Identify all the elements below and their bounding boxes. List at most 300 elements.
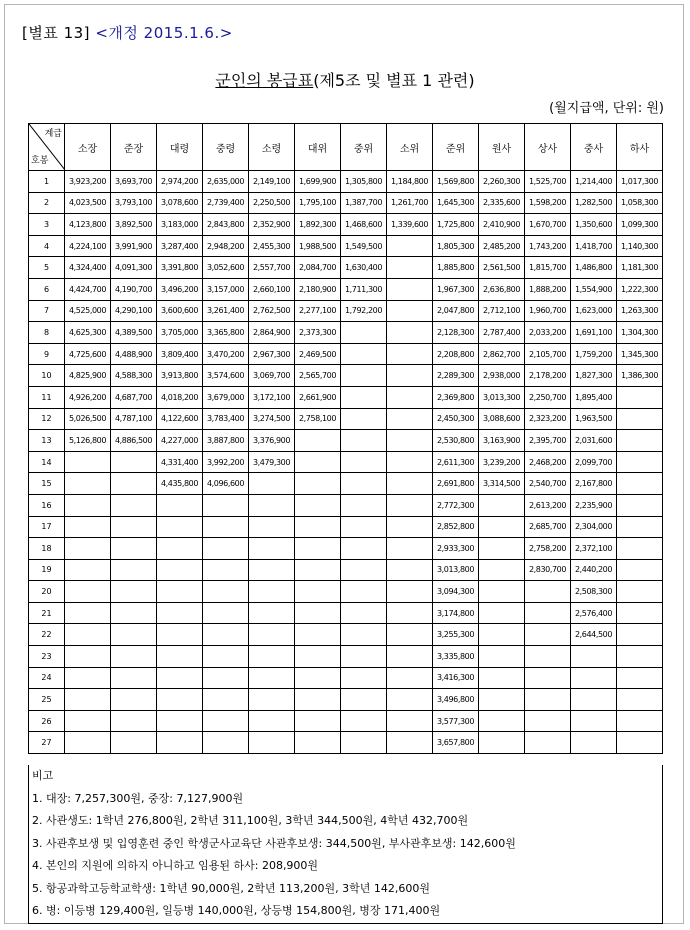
rank-header: 소장 [65,124,111,171]
salary-cell: 3,416,300 [433,667,479,689]
salary-cell: 2,685,700 [525,516,571,538]
salary-cell: 2,373,300 [295,322,341,344]
salary-cell [295,624,341,646]
salary-cell: 1,339,600 [387,214,433,236]
salary-cell [249,646,295,668]
salary-cell: 4,190,700 [111,278,157,300]
salary-cell: 2,561,500 [479,257,525,279]
salary-cell: 1,805,300 [433,235,479,257]
salary-cell: 2,576,400 [571,602,617,624]
salary-cell: 4,588,300 [111,365,157,387]
salary-cell: 2,178,200 [525,365,571,387]
salary-cell: 3,239,200 [479,451,525,473]
salary-cell [65,494,111,516]
salary-cell [617,538,663,560]
salary-cell: 2,772,300 [433,494,479,516]
salary-cell: 3,261,400 [203,300,249,322]
salary-cell: 2,635,000 [203,171,249,193]
salary-cell [111,602,157,624]
salary-cell: 3,183,000 [157,214,203,236]
salary-cell [203,689,249,711]
salary-cell: 2,180,900 [295,278,341,300]
salary-cell [525,581,571,603]
salary-cell [249,538,295,560]
table-row [29,214,663,236]
step-cell: 11 [29,386,65,408]
salary-cell: 2,469,500 [295,343,341,365]
salary-cell [387,300,433,322]
step-cell: 19 [29,559,65,581]
salary-cell: 4,096,600 [203,473,249,495]
salary-cell [249,732,295,754]
salary-cell: 5,126,800 [65,430,111,452]
salary-cell [111,581,157,603]
salary-cell [65,538,111,560]
salary-cell: 4,331,400 [157,451,203,473]
salary-cell: 3,274,500 [249,408,295,430]
salary-cell [479,667,525,689]
salary-cell [249,624,295,646]
salary-cell [387,516,433,538]
salary-cell: 1,214,400 [571,171,617,193]
salary-cell [111,516,157,538]
salary-cell: 1,058,300 [617,192,663,214]
salary-cell [249,581,295,603]
salary-cell: 3,069,700 [249,365,295,387]
rank-header: 중사 [571,124,617,171]
salary-cell: 1,960,700 [525,300,571,322]
rank-header: 중령 [203,124,249,171]
salary-cell [203,732,249,754]
salary-cell [617,494,663,516]
rank-header: 소위 [387,124,433,171]
salary-cell [387,278,433,300]
salary-cell: 2,948,200 [203,235,249,257]
salary-cell [479,559,525,581]
salary-cell [203,646,249,668]
salary-cell: 2,450,300 [433,408,479,430]
salary-cell [387,365,433,387]
salary-cell: 2,933,300 [433,538,479,560]
salary-cell: 2,852,800 [433,516,479,538]
salary-cell: 2,167,800 [571,473,617,495]
salary-cell: 2,540,700 [525,473,571,495]
salary-cell: 2,661,900 [295,386,341,408]
salary-cell [65,473,111,495]
salary-cell: 4,725,600 [65,343,111,365]
salary-cell: 3,574,600 [203,365,249,387]
annex-header [22,22,233,43]
salary-cell [479,646,525,668]
salary-cell [341,538,387,560]
salary-cell: 1,892,300 [295,214,341,236]
salary-cell: 1,645,300 [433,192,479,214]
salary-cell [157,581,203,603]
step-cell: 6 [29,278,65,300]
salary-cell: 4,787,100 [111,408,157,430]
salary-cell: 2,352,900 [249,214,295,236]
salary-cell [387,732,433,754]
salary-cell [157,494,203,516]
salary-cell [203,559,249,581]
salary-cell [111,710,157,732]
salary-cell [387,494,433,516]
salary-cell [341,494,387,516]
table-row [29,257,663,279]
salary-cell: 2,967,300 [249,343,295,365]
salary-cell: 3,174,800 [433,602,479,624]
salary-cell [341,408,387,430]
salary-cell: 4,435,800 [157,473,203,495]
salary-cell [617,732,663,754]
table-row [29,473,663,495]
salary-cell: 1,963,500 [571,408,617,430]
step-cell: 17 [29,516,65,538]
salary-cell [387,710,433,732]
step-cell: 21 [29,602,65,624]
salary-cell: 3,470,200 [203,343,249,365]
salary-cell: 1,525,700 [525,171,571,193]
title-main: 군인의 봉급표 [215,71,314,90]
salary-cell: 3,314,500 [479,473,525,495]
corner-rank-label: 계급 [44,129,62,139]
salary-cell [65,667,111,689]
rank-header: 원사 [479,124,525,171]
salary-cell: 1,386,300 [617,365,663,387]
salary-cell: 2,468,200 [525,451,571,473]
salary-cell: 2,410,900 [479,214,525,236]
salary-cell [341,732,387,754]
salary-cell [479,494,525,516]
table-row [29,171,663,193]
remark-item: 3. 사관후보생 및 입영훈련 중인 학생군사교육단 사관후보생: 344,500원, 부사관후보생: 142,600원 [32,836,516,850]
salary-cell [387,408,433,430]
salary-cell: 2,105,700 [525,343,571,365]
salary-cell: 3,078,600 [157,192,203,214]
salary-cell: 3,157,000 [203,278,249,300]
salary-cell: 2,557,700 [249,257,295,279]
salary-cell: 3,892,500 [111,214,157,236]
salary-cell [387,689,433,711]
salary-cell [387,624,433,646]
table-row [29,710,663,732]
salary-cell: 3,172,100 [249,386,295,408]
rank-header: 하사 [617,124,663,171]
salary-cell [203,602,249,624]
salary-cell [295,538,341,560]
salary-cell [525,667,571,689]
salary-cell: 1,305,800 [341,171,387,193]
salary-cell: 2,739,400 [203,192,249,214]
salary-cell: 1,711,300 [341,278,387,300]
salary-cell [295,516,341,538]
salary-cell [249,516,295,538]
salary-cell [111,559,157,581]
salary-cell: 4,926,200 [65,386,111,408]
salary-cell: 1,017,300 [617,171,663,193]
salary-cell [111,494,157,516]
salary-cell: 1,895,400 [571,386,617,408]
salary-cell: 1,759,200 [571,343,617,365]
remark-item: 6. 병: 이등병 129,400원, 일등병 140,000원, 상등병 154,800원, 병장 171,400원 [32,904,441,917]
salary-cell [341,602,387,624]
salary-cell [157,602,203,624]
table-row [29,408,663,430]
salary-cell: 2,031,600 [571,430,617,452]
rank-header: 대령 [157,124,203,171]
salary-cell [387,581,433,603]
salary-cell [157,732,203,754]
salary-cell: 1,988,500 [295,235,341,257]
salary-cell: 3,013,300 [479,386,525,408]
table-row [29,689,663,711]
salary-cell [341,451,387,473]
salary-cell [65,451,111,473]
salary-cell: 4,227,000 [157,430,203,452]
salary-cell [387,322,433,344]
salary-cell: 1,699,900 [295,171,341,193]
rank-header: 소령 [249,124,295,171]
salary-cell: 3,992,200 [203,451,249,473]
salary-cell: 3,887,800 [203,430,249,452]
salary-cell: 2,530,800 [433,430,479,452]
salary-cell [617,451,663,473]
salary-cell [249,494,295,516]
step-cell: 7 [29,300,65,322]
table-row [29,343,663,365]
salary-cell: 2,565,700 [295,365,341,387]
table-row [29,646,663,668]
salary-cell: 2,208,800 [433,343,479,365]
salary-cell: 2,033,200 [525,322,571,344]
table-row [29,581,663,603]
salary-cell [157,710,203,732]
salary-cell [111,667,157,689]
remark-item: 2. 사관생도: 1학년 276,800원, 2학년 311,100원, 3학년 344,500원, 4학년 432,700원 [32,814,469,827]
salary-cell: 1,967,300 [433,278,479,300]
salary-cell [157,559,203,581]
salary-cell: 1,304,300 [617,322,663,344]
table-row [29,732,663,754]
salary-cell: 1,792,200 [341,300,387,322]
document-title [0,68,690,91]
salary-cell: 1,184,800 [387,171,433,193]
salary-cell: 4,290,100 [111,300,157,322]
salary-cell: 1,885,800 [433,257,479,279]
salary-cell [617,646,663,668]
salary-cell: 2,864,900 [249,322,295,344]
salary-cell [479,732,525,754]
amendment-date: <개정 2015.1.6.> [95,24,233,42]
salary-cell: 1,598,200 [525,192,571,214]
salary-cell [249,602,295,624]
table-row [29,386,663,408]
salary-cell: 2,277,100 [295,300,341,322]
table-row [29,365,663,387]
salary-cell: 2,758,200 [525,538,571,560]
table-row [29,300,663,322]
salary-cell [617,624,663,646]
salary-cell: 3,793,100 [111,192,157,214]
salary-cell [387,430,433,452]
salary-cell: 3,376,900 [249,430,295,452]
salary-cell [479,710,525,732]
salary-cell: 2,084,700 [295,257,341,279]
salary-cell: 4,625,300 [65,322,111,344]
salary-cell: 1,282,500 [571,192,617,214]
table-row [29,494,663,516]
salary-cell: 2,611,300 [433,451,479,473]
salary-cell [341,646,387,668]
salary-cell: 2,289,300 [433,365,479,387]
salary-cell: 1,345,300 [617,343,663,365]
salary-cell [111,451,157,473]
annex-label: [별표 13] [22,24,91,42]
salary-cell [387,235,433,257]
step-cell: 24 [29,667,65,689]
salary-cell: 1,350,600 [571,214,617,236]
salary-cell: 1,725,800 [433,214,479,236]
salary-cell: 2,974,200 [157,171,203,193]
rank-header: 대위 [295,124,341,171]
table-row [29,667,663,689]
salary-cell [341,710,387,732]
table-row [29,235,663,257]
salary-cell [387,646,433,668]
salary-cell: 1,222,300 [617,278,663,300]
salary-cell: 3,479,300 [249,451,295,473]
salary-cell [295,559,341,581]
salary-cell [295,473,341,495]
table-body [29,171,663,754]
step-cell: 22 [29,624,65,646]
salary-cell [65,559,111,581]
salary-cell [617,430,663,452]
salary-cell: 4,825,900 [65,365,111,387]
salary-cell: 1,569,800 [433,171,479,193]
salary-cell: 2,455,300 [249,235,295,257]
salary-cell: 2,762,500 [249,300,295,322]
salary-cell [341,473,387,495]
salary-cell: 1,827,300 [571,365,617,387]
salary-cell: 2,149,100 [249,171,295,193]
salary-cell [387,386,433,408]
salary-cell [111,538,157,560]
salary-cell: 4,886,500 [111,430,157,452]
salary-cell [65,516,111,538]
salary-cell: 1,261,700 [387,192,433,214]
salary-cell [341,322,387,344]
salary-cell [65,581,111,603]
salary-cell [203,667,249,689]
salary-cell: 2,395,700 [525,430,571,452]
salary-cell [387,257,433,279]
salary-cell [65,624,111,646]
salary-cell: 1,140,300 [617,235,663,257]
remarks-heading: 비고 [32,769,54,782]
salary-cell: 2,250,700 [525,386,571,408]
salary-cell [249,559,295,581]
step-cell: 18 [29,538,65,560]
salary-cell [157,667,203,689]
salary-cell: 1,099,300 [617,214,663,236]
salary-cell [295,710,341,732]
salary-cell [387,451,433,473]
salary-cell: 4,488,900 [111,343,157,365]
salary-cell [571,689,617,711]
salary-cell [479,516,525,538]
salary-cell [341,667,387,689]
salary-cell: 2,712,100 [479,300,525,322]
salary-cell: 2,250,500 [249,192,295,214]
salary-cell [157,516,203,538]
salary-cell [65,689,111,711]
salary-cell: 3,923,200 [65,171,111,193]
corner-step-label: 호봉 [31,156,49,166]
step-cell: 12 [29,408,65,430]
step-cell: 23 [29,646,65,668]
salary-cell [295,451,341,473]
salary-cell [157,624,203,646]
salary-cell: 2,843,800 [203,214,249,236]
salary-cell [571,710,617,732]
salary-cell [295,732,341,754]
salary-cell: 3,287,400 [157,235,203,257]
salary-cell: 1,387,700 [341,192,387,214]
salary-cell [525,646,571,668]
salary-cell: 2,862,700 [479,343,525,365]
salary-cell: 2,636,800 [479,278,525,300]
salary-table [28,123,663,754]
step-cell: 4 [29,235,65,257]
salary-cell [525,710,571,732]
salary-cell [479,602,525,624]
table-row [29,322,663,344]
table-row [29,559,663,581]
salary-cell: 1,630,400 [341,257,387,279]
salary-cell [157,689,203,711]
salary-cell [525,732,571,754]
table-row [29,624,663,646]
salary-cell: 2,335,600 [479,192,525,214]
salary-cell: 2,758,100 [295,408,341,430]
salary-cell [571,646,617,668]
salary-cell [617,386,663,408]
salary-cell [571,732,617,754]
salary-cell: 2,508,300 [571,581,617,603]
salary-cell [203,710,249,732]
salary-cell: 1,623,000 [571,300,617,322]
salary-cell: 2,830,700 [525,559,571,581]
salary-cell: 3,657,800 [433,732,479,754]
salary-cell: 3,255,300 [433,624,479,646]
table-row [29,192,663,214]
step-cell: 2 [29,192,65,214]
rank-header: 준위 [433,124,479,171]
corner-cell [29,124,65,171]
salary-cell [295,602,341,624]
rank-header: 상사 [525,124,571,171]
salary-cell [65,602,111,624]
salary-cell [341,386,387,408]
salary-cell: 1,691,100 [571,322,617,344]
salary-cell [387,473,433,495]
salary-cell: 3,391,800 [157,257,203,279]
salary-cell: 1,670,700 [525,214,571,236]
step-cell: 9 [29,343,65,365]
remarks-section [28,765,663,924]
salary-cell [341,559,387,581]
